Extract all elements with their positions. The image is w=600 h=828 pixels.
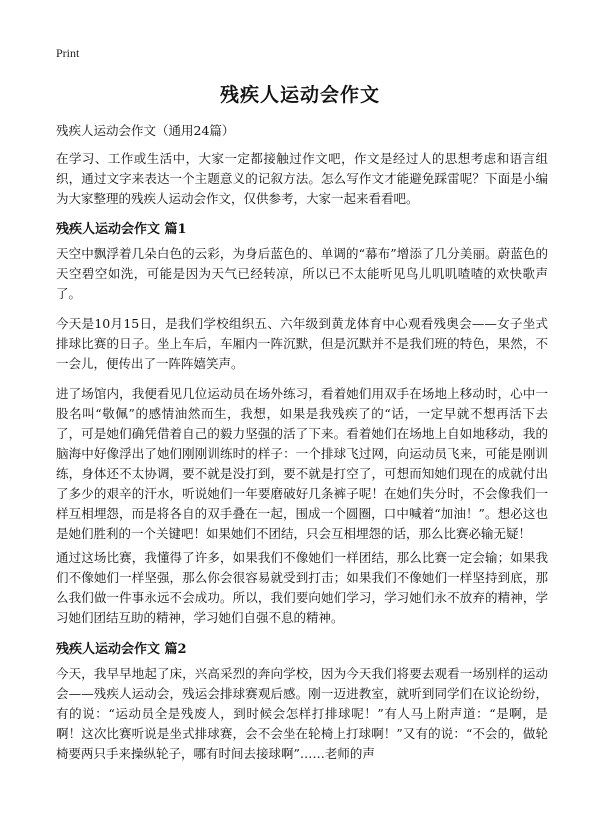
section-2-paragraph-1: 今天，我早早地起了床，兴高采烈的奔向学校，因为今天我们将要去观看一场别样的运动会——残疾人运动会，残运会排球赛观后感。刚一迈进教室，就听到同学们在议论纷纷，有的说：“运动员全是残废人，到时候会怎样打排球呢！”有人马上附声道：“是啊，是啊！这次比赛听说是坐式排球赛，会不会坐在轮椅上打球啊！”又有的说：“不会的，做轮椅要两只手来操纵轮子，哪有时间去接球啊”……老师的声 [56, 666, 548, 761]
intro-paragraph: 在学习、工作或生活中，大家一定都接触过作文吧，作文是经过人的思想考虑和语言组织，通过文字来表达一个主题意义的记叙方法。怎么写作文才能避免踩雷呢？下面是小编为大家整理的残疾人运动会作文，仅供参考，大家一起来看看吧。 [56, 151, 548, 206]
document-subtitle: 残疾人运动会作文（通用24篇） [56, 123, 235, 138]
section-1-paragraph-3: 进了场馆内，我便看见几位运动员在场外练习，看着她们用双手在场地上移动时，心中一股名叫“敬佩”的感情油然而生，我想，如果是我残疾了的“话，一定早就不想再活下去了，可是她们确凭借着自己的毅力坚强的活了下来。看着她们在场地上自如地移动，我的脑海中好像浮出了她们刚刚训练时的样子：一个排球飞过网，向运动员飞来，可能是刚训练，身体还不太协调，要不就是没打到，要不就是打空了，可想而知她们现在的成就付出了多少的艰辛的汗水，听说她们一年要磨破好几条裤子呢！在她们失分时，不会像我们一样互相埋怨，而是将各自的双手叠在一起，围成一个圆圈，口中喊着“加油！”。想必这也是她们胜利的一个关键吧！如果她们不团结，只会互相埋怨的话，那么比赛必输无疑！ [56, 386, 548, 541]
section-1-paragraph-2: 今天是10月15日，是我们学校组织五、六年级到黄龙体育中心观看残奥会——女子坐式排球比赛的日子。坐上车后，车厢内一阵沉默，但是沉默并不是我们班的特色，果然，不一会儿，便传出了一阵阵嬉笑声。 [56, 316, 548, 371]
section-heading-2: 残疾人运动会作文 篇2 [56, 642, 187, 657]
section-heading-1: 残疾人运动会作文 篇1 [56, 222, 187, 237]
print-link[interactable]: Print [56, 46, 80, 60]
section-1-paragraph-1: 天空中飘浮着几朵白色的云彩，为身后蓝色的、单调的“幕布”增添了几分美丽。蔚蓝色的天空碧空如洗，可能是因为天气已经转凉，所以已不太能听见鸟儿叽叽喳喳的欢快歌声了。 [56, 246, 548, 301]
section-1-paragraph-4: 通过这场比赛，我懂得了许多，如果我们不像她们一样团结，那么比赛一定会输；如果我们不像她们一样坚强，那么你会很容易就受到打击；如果我们不像她们一样坚持到底，那么我们做一件事永远不会成功。所以，我们要向她们学习，学习她们永不放弃的精神，学习她们团结互助的精神，学习她们自强不息的精神。 [56, 550, 548, 625]
page-title: 残疾人运动会作文 [219, 84, 380, 106]
